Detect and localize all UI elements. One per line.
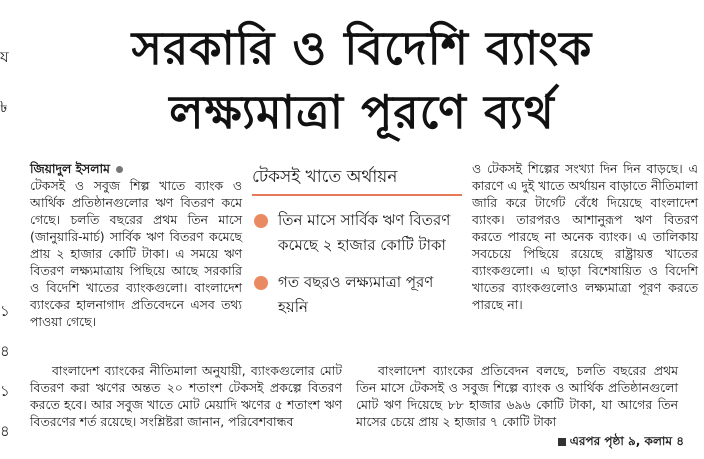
continuation-note <box>558 433 684 453</box>
headline-line-1: সরকারি ও বিদেশি ব্যাংক <box>131 21 593 75</box>
continuation-text: এরপর পৃষ্ঠা ৯, কলাম ৪ <box>569 434 684 448</box>
edge-glyph: য <box>0 48 9 66</box>
paragraph: বাংলাদেশ ব্যাংকের প্রতিবেদন বলছে, চলতি বছরের প্রথম তিন মাসে টেকসই ও সবুজ শিল্পে ব্যাংক ও আর্থিক প্রতিষ্ঠানগুলো মোট ঋণ দিয়েছে ৮৮ হাজার ৬৯৬ কোটি টাকা, যা আগের তিন মাসের চেয়ে প্রায় ২ হাজার ৭ কোটি টাকা <box>356 363 678 429</box>
highlight-point-text: গত বছরও লক্ষ্যমাত্রা পূরণ হয়নি <box>278 273 434 316</box>
article-column-3 <box>472 160 698 313</box>
byline-dot-icon <box>116 166 123 173</box>
bullet-dot-icon <box>254 276 268 290</box>
square-bullet-icon <box>558 438 566 446</box>
highlight-point <box>252 208 462 258</box>
edge-glyph: ৳ <box>0 98 8 116</box>
bullet-dot-icon <box>254 214 268 228</box>
paragraph: টেকসই ও সবুজ শিল্প খাতে ব্যাংক ও আর্থিক প্রতিষ্ঠানগুলোর ঋণ বিতরণ কমে গেছে। চলতি বছরের প্রথম তিন মাসে (জানুয়ারি-মার্চ) সার্বিক ঋণ বিতরণ কমেছে প্রায় ২ হাজার কোটি টাকা। এ সময়ে ঋণ বিতরণ লক্ষ্যমাত্রায় পিছিয়ে আছে সরকারি ও বিদেশি খাতের ব্যাংকগুলো। বাংলাদেশ ব্যাংকের হালনাগাদ প্রতিবেদনে এসব তথ্য পাওয়া গেছে। <box>30 178 242 329</box>
edge-glyph: ৪ <box>0 422 10 440</box>
highlight-point <box>252 270 462 320</box>
author-name: জিয়াদুল ইসলাম <box>30 161 110 176</box>
edge-glyph: ১ <box>0 382 10 400</box>
headline-line-2: লক্ষ্যমাত্রা পূরণে ব্যর্থ <box>169 85 555 139</box>
byline <box>30 160 242 177</box>
highlight-box <box>252 166 462 346</box>
article-column-1 <box>30 160 242 330</box>
edge-glyph: ১ <box>0 302 10 320</box>
paragraph: বাংলাদেশ ব্যাংকের নীতিমালা অনুযায়ী, ব্যাংকগুলোর মোট বিতরণ করা ঋণের অন্তত ২০ শতাংশ টেকসই প্রকল্পে বিতরণ করতে হবে। আর সবুজ খাতে মোট মেয়াদি ঋণের ৫ শতাংশ ঋণ বিতরণের শর্ত রয়েছে। সংশ্লিষ্টরা জানান, পরিবেশবান্ধব <box>30 363 342 429</box>
highlight-title: টেকসই খাতে অর্থায়ন <box>252 166 462 196</box>
article-bottom-section <box>30 362 678 430</box>
paragraph: ও টেকসই শিল্পের সংখ্যা দিন দিন বাড়ছে। এ কারণে এ দুই খাতে অর্থায়ন বাড়াতে নীতিমালা জারি করে টার্গেট বেঁধে দিয়েছে বাংলাদেশ ব্যাংক। তারপরও আশানুরূপ ঋণ বিতরণ করতে পারছে না অনেক ব্যাংক। এ তালিকায় সবচেয়ে পিছিয়ে রয়েছে রাষ্ট্রায়ত্ত খাতের ব্যাংকগুলো। এ ছাড়া বিশেষায়িত ও বিদেশি খাতের ব্যাংকগুলোও লক্ষ্যমাত্রা পূরণ করতে পারছে না। <box>472 161 698 312</box>
adjacent-column-edge <box>0 0 14 459</box>
edge-glyph: ৪ <box>0 342 10 360</box>
highlight-point-text: তিন মাসে সার্বিক ঋণ বিতরণ কমেছে ২ হাজার কোটি টাকা <box>278 211 451 254</box>
